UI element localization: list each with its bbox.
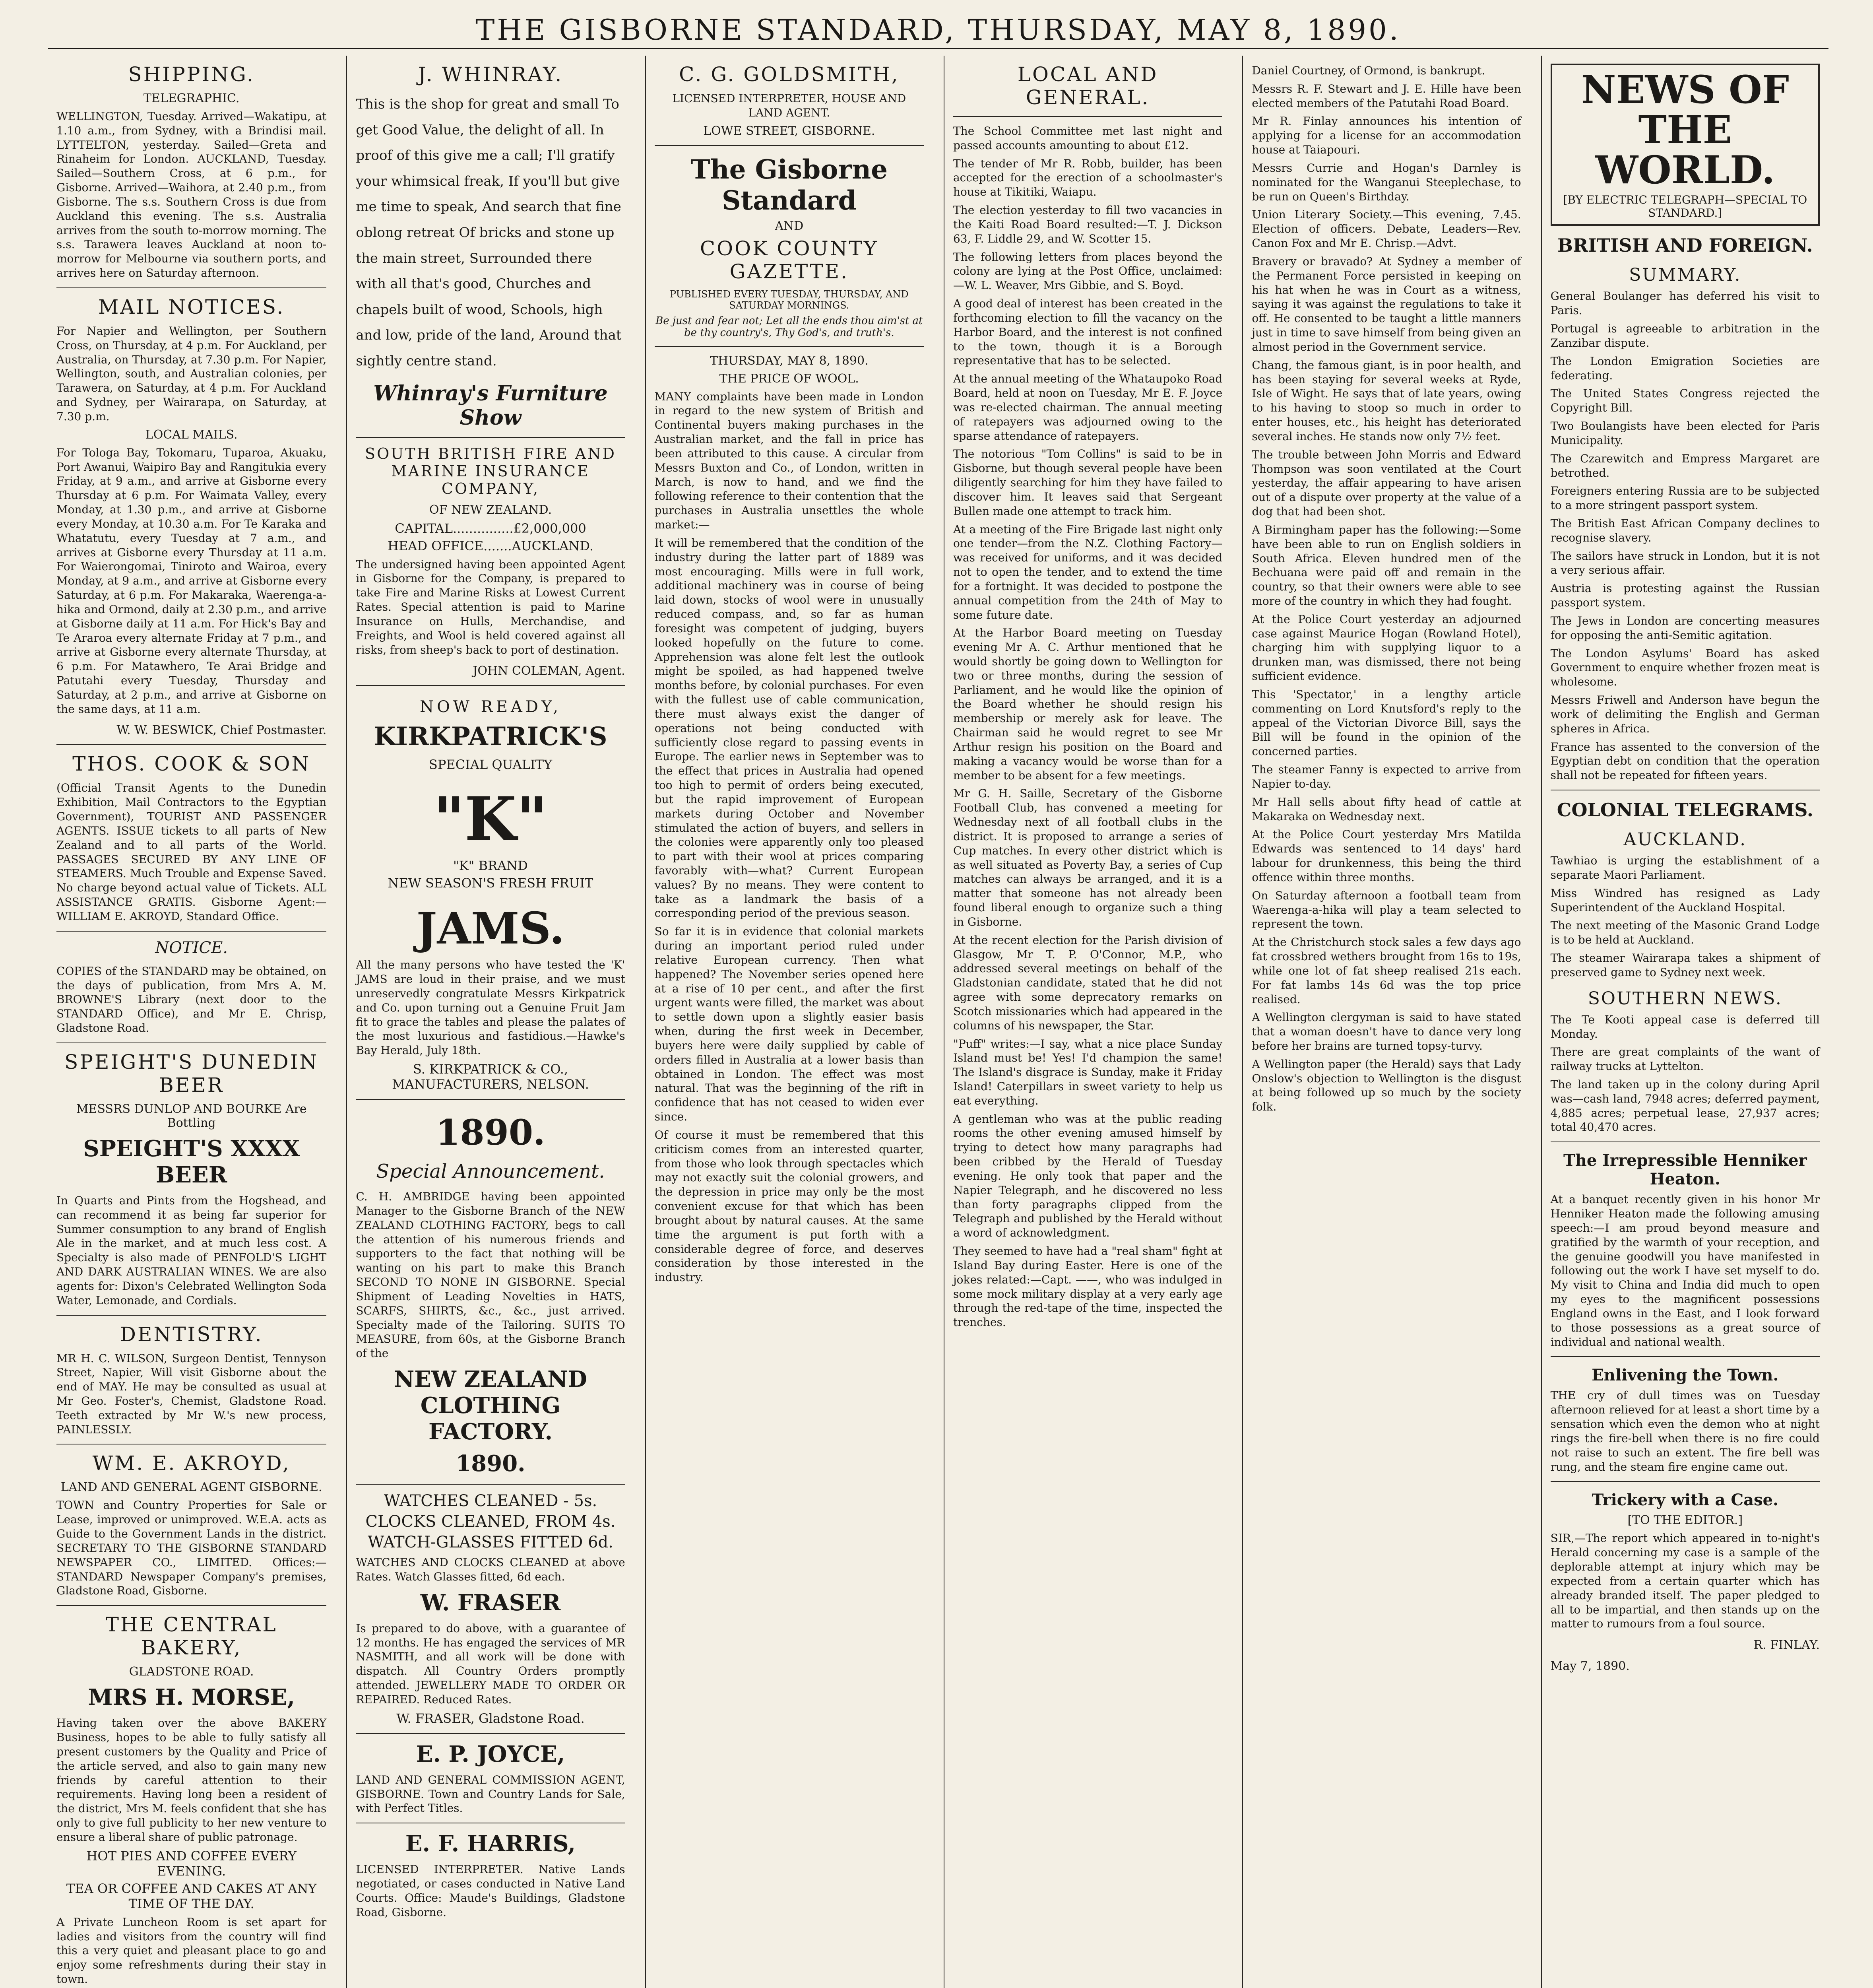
clocks-cleaned: CLOCKS CLEANED, FROM 4s. — [365, 1512, 616, 1531]
column-5 — [1242, 56, 1530, 1988]
local-item: At the recent election for the Parish division of Glasgow, Mr T. P. O'Connor, M.P., who addressed several meetings on behalf of the Gladstonian candidate, stated that he did not agree with some deprecatory remarks on Scotch missionaries which had appeared in the columns of his newspaper, the Star. — [953, 933, 1223, 1032]
jams: JAMS. — [416, 903, 565, 954]
hotpies: HOT PIES AND COFFEE EVERY EVENING. — [86, 1848, 297, 1879]
local-item: They seemed to have had a "real sham" fight at Island Bay during Easter. Here is one of the jokes related:—Capt. ——, who was indulged in some mock military display at a very early age through the red-tape of the time, inspected the trenches. — [953, 1244, 1223, 1329]
dentist-heading: DENTISTRY. — [120, 1322, 263, 1346]
whinray-heading: J. WHINRAY. — [418, 63, 563, 86]
postmaster: W. W. BESWICK, Chief Postmaster. — [116, 723, 327, 738]
divider — [56, 1605, 326, 1606]
local-item: The School Committee met last night and passed accounts amounting to about £12. — [953, 124, 1223, 152]
mail-text: For Napier and Wellington, per Southern Cross, on Thursday, at 4 p.m. For Auckland, per Australia, on Thursday, at 7.30 p.m. For Napier, Wellington, south, and Australian colonies, per Tarawera, on Saturday, at 4 p.m. For Auckland and Sydney, per Wairarapa, on Saturday, at 7.30 p.m. — [56, 324, 327, 423]
local-general-heading: LOCAL AND GENERAL. — [1017, 63, 1158, 109]
divider — [1551, 1356, 1820, 1357]
whinray-sign: Whinray's Furniture Show — [373, 381, 608, 430]
watch-glasses: WATCH-GLASSES FITTED 6d. — [368, 1533, 613, 1552]
local-mails-text: For Tologa Bay, Tokomaru, Tuparoa, Akuaku, Port Awanui, Waipiro Bay and Rangitukia every Friday, at 9 a.m., and arrive at Gisborne every Thursday at 6 p.m. For Waimata Valley, every Monday, at 1.30 p.m., and arrive at Gisborne every Monday, at 10.30 a.m. For Te Karaka and Whatatutu, every Tuesday at 7 a.m., and arrives at Gisborne every Thursday at 11 a.m. For Waierongomai, Tiniroto and Wairoa, every Monday, at 9 a.m., and arrive at Gisborne every Saturday, at 6 p.m. For Makaraka, Waerenga-a-hika and Ormond, daily at 2.30 p.m., and arrive at Gisborne daily at 11 a.m. For Hick's Bay and Te Araroa every alternate Friday at 7 p.m., and arrive at Gisborne every alternate Thursday, at 6 p.m. For Matawhero, Te Arai Bridge and Patutahi every Tuesday, Thursday and Saturday, at 2 p.m., and arrive at Gisborne on the same days, at 11 a.m. — [56, 446, 327, 716]
masthead-title: THE GISBORNE STANDARD, THURSDAY, MAY 8, 1890. — [475, 13, 1401, 47]
heaton-text: At a banquet recently given in his honor Mr Henniker Heaton made the following amusing speech:—I am proud beyond measure and gratified by the warmth of your reception, and the genuine goodwill you have manifested in following out the work I have set myself to do. My visit to China and India did much to open my eyes to the magnificent possessions England owns in the East, and I look forward to those possessions as a great source of individual and national wealth. — [1550, 1193, 1820, 1349]
fraser-heading: W. FRASER — [420, 1589, 561, 1616]
joyce-heading: E. P. JOYCE, — [416, 1741, 565, 1767]
trickery-heading: Trickery with a Case. — [1592, 1491, 1779, 1510]
divider — [56, 287, 326, 288]
local-item: Bravery or bravado? At Sydney a member of the Permanent Force persisted in keeping on his hat when he was in Court as a witness, saying it was against the regulations to take it off. He consented to be taught a little manners just in time to save himself from being given an almost period in the Government service. — [1252, 254, 1521, 353]
local-item: The trouble between John Morris and Edward Thompson was soon ventilated at the Court yesterday, the affair appearing to have arisen out of a dispute over property at the value of a dog that had been shot. — [1252, 448, 1521, 518]
summary-item: General Boulanger has deferred his visit to Paris. — [1550, 289, 1820, 317]
column-3 — [645, 56, 933, 1988]
leader-heading: THE PRICE OF WOOL. — [719, 371, 859, 386]
now-ready: NOW READY, — [420, 698, 561, 716]
local-mails-heading: LOCAL MAILS. — [145, 427, 238, 442]
summary-item: Austria is protesting against the Russian passport system. — [1550, 582, 1820, 610]
local-item: At the Police Court yesterday an adjourned case against Maurice Hogan (Rowland Hotel), charging him with supplying liquor to a drunken man, was dismissed, there not being sufficient evidence. — [1252, 612, 1521, 683]
divider — [953, 116, 1222, 117]
summary-item: Messrs Friwell and Anderson have begun the work of delimiting the English and German spheres in Africa. — [1550, 693, 1820, 735]
morse-heading: MRS H. MORSE, — [88, 1684, 295, 1711]
local-item: At the Harbor Board meeting on Tuesday evening Mr A. C. Arthur mentioned that he would shortly be going down to Wellington for two or three months, during the session of Parliament, and he would like the opinion of the Board whether he should resign his membership or merely ask for leave. The Chairman said he would regret to see Mr Arthur resign his position on the Board and making a vacancy would be worse than for a member to be absent for a few meetings. — [953, 626, 1223, 782]
leader-p1: MANY complaints have been made in London in regard to the new system of British and Continental buyers making purchases in the Australian market, and the fall in price has been attributed to this cause. A circular from Messrs Buxton and Co., of London, written in March, is now to hand, and we find the following reference to their contention that the purchases in Australia unsettles the whole market:— — [654, 390, 924, 532]
kirk-text: All the many persons who have tested the 'K' JAMS are loud in their praise, and we must unreservedly congratulate Messrs Kirkpatrick and Co. upon turning out a Genuine Fruit Jam fit to grace the tables and please the palates of the most luxurious and fastidious.—Hawke's Bay Herald, July 18th. — [356, 958, 625, 1057]
local-item: Messrs Currie and Hogan's Darnley is nominated for the Wanganui Steeplechase, to be run on Queen's Birthday. — [1252, 161, 1521, 203]
goldsmith-heading: C. G. GOLDSMITH, — [679, 63, 900, 86]
leader-p3: So far it is in evidence that colonial markets during an important period ruled under relative European currency. Then what happened? The November series opened here at a rise of 10 per cent., and after the first urgent wants were filled, the market was about to settle down upon a slightly easier basis when, during the first week in December, buyers here were daily supplied by cable of orders filled in Australia at a lower basis than obtained in London. The effect was most natural. That was the beginning of the rift in confidence that has not ceased to widen ever since. — [654, 925, 924, 1124]
summary-item: France has assented to the conversion of the Egyptian debt on condition that the operation shall not be repeated for fifteen years. — [1550, 740, 1820, 782]
mail-heading: MAIL NOTICES. — [98, 295, 285, 318]
summary-item: Foreigners entering Russia are to be subjected to a more stringent passport system. — [1550, 484, 1820, 512]
local-item: This 'Spectator,' in a lengthy article commenting on Lord Knutsford's reply to the appeal of the Victorian Divorce Bill, says the Bill will be found in the opinion of the concerned parties. — [1252, 687, 1521, 758]
nameplate: The Gisborne Standard — [690, 153, 888, 216]
local-item: Messrs R. F. Stewart and J. E. Hille have been elected members of the Patutahi Road Board. — [1252, 82, 1521, 110]
column-2 — [346, 56, 634, 1988]
local-item: The notorious "Tom Collins" is said to be in Gisborne, but though several people have been diligently searching for him they have failed to discover him. It leaves said that Sergeant Bullen made one attempt to track him. — [953, 447, 1223, 518]
bakery-sub: GLADSTONE ROAD. — [129, 1665, 254, 1679]
news-sub: [BY ELECTRIC TELEGRAPH—SPECIAL TO STANDARD.] — [1563, 193, 1807, 220]
summary-item: The United States Congress rejected the Copyright Bill. — [1550, 387, 1820, 415]
summary-item: The sailors have struck in London, but it is not a very serious affair. — [1550, 549, 1820, 577]
cook-text: (Official Transit Agents to the Dunedin Exhibition, Mail Contractors to the Egyptian Government), TOURIST AND PASSENGER AGENTS. ISSUE tickets to all parts of New Zealand and to all parts of the World. PASSAGES SECURED BY ANY LINE OF STEAMERS. Much Trouble and Expense Saved. No charge beyond actual value of Tickets. ALL ASSISTANCE GRATIS. Gisborne Agent:—WILLIAM E. AKROYD, Standard Office. — [56, 781, 327, 923]
summary-item: The British East African Company declines to recognise slavery. — [1550, 516, 1820, 544]
ambridge-text: C. H. AMBRIDGE having been appointed Manager to the Gisborne Branch of the NEW ZEALAND CLOTHING FACTORY, begs to call the attention of his numerous friends and supporters to the fact that nothing will be wanting on his part to make this Branch SECOND TO NONE IN GISBORNE. Special Shipment of Leading Novelties in HATS, SCARFS, SHIRTS, &c., &c., just arrived. Specialty made of the Tailoring. SUITS TO MEASURE, from 60s, at the Gisborne Branch of the — [356, 1190, 625, 1360]
colonial-heading: COLONIAL TELEGRAMS. — [1557, 799, 1813, 821]
local-item: Chang, the famous giant, is in poor health, and has been staying for several weeks at Ryde, Isle of Wight. He says that of late years, owing to his having to stoop so much in order to enter houses, etc., his height has deteriorated several inches. He stands now only 7½ feet. — [1252, 358, 1521, 443]
dateline: THURSDAY, MAY 8, 1890. — [710, 353, 869, 368]
akroyd-heading: WM. E. AKROYD, — [92, 1452, 291, 1475]
speight-big: SPEIGHT'S XXXX BEER — [83, 1135, 300, 1188]
luncheon-text: A Private Luncheon Room is set apart for ladies and visitors from the country will find this a very quiet and pleasant place to go and enjoy some refreshments during their stay in town. — [56, 1915, 327, 1986]
auckland-item: Tawhiao is urging the establishment of a separate Maori Parliament. — [1550, 854, 1820, 881]
summary-heading: SUMMARY. — [1629, 265, 1741, 285]
auckland-heading: AUCKLAND. — [1623, 829, 1747, 850]
masthead — [48, 12, 1828, 49]
local-item: The steamer Fanny is expected to arrive from Napier to-day. — [1252, 763, 1521, 790]
local-item: At the Christchurch stock sales a few days ago fat crossbred wethers brought from 16s to 19s, while one lot of fat sheep realised 21s each. For fat lambs 14s 6d was the top price realised. — [1252, 936, 1521, 1006]
harris-heading: E. F. HARRIS, — [405, 1831, 576, 1857]
kirk-k: "K" — [433, 784, 548, 854]
summary-item: Two Boulangists have been elected for Paris Municipality. — [1550, 419, 1820, 447]
joyce-text: LAND AND GENERAL COMMISSION AGENT, GISBORNE. Town and Country Lands for Sale, with Perfect Titles. — [356, 1773, 625, 1815]
akroyd-sub: LAND AND GENERAL AGENT GISBORNE. — [60, 1480, 322, 1495]
divider — [356, 437, 625, 438]
local-item: Mr Hall sells about fifty head of cattle at Makaraka on Wednesday next. — [1252, 795, 1521, 823]
motto: Be just and fear not; Let all the ends thou aim'st at be thy country's, Thy God's, and truth's. — [655, 315, 923, 339]
local-item: A Birmingham paper has the following:—Some have been able to run on English soldiers in South Africa. Eleven hundred men of the Bechuana were paid off and remain in the country, so that their owners were able to see more of the country in which they had fought. — [1252, 523, 1521, 608]
columns — [48, 56, 1828, 1988]
column-4 — [944, 56, 1231, 1988]
local-item: "Puff" writes:—I say, what a nice place Sunday Island must be! Yes! I'd champion the same! The Island's disgrace is Sunday, make it Friday Island! Caterpillars in sweet variety to help us eat everything. — [953, 1037, 1223, 1107]
shipping-subheading: TELEGRAPHIC. — [143, 91, 240, 105]
local-item: Mr G. H. Saille, Secretary of the Gisborne Football Club, has convened a meeting for Wednesday next of all football clubs in the district. It is proposed to arrange a series of Cup matches. In every other district which is as well situated as Poverty Bay, a series of Cup matches can always be arranged, and it is a matter that someone has not already been found liberal enough to organize such a thing in Gisborne. — [953, 787, 1223, 928]
local-item: A gentleman who was at the public reading rooms the other evening amused himself by trying to detect how many paragraphs had been cribbed by the Herald of Tuesday evening. He only took that paper and the Napier Telegraph, and he discovered no less than forty paragraphs clipped from the Telegraph and published by the Herald without a word of acknowledgment. — [953, 1112, 1223, 1240]
local-item: The following letters from places beyond the colony are lying at the Post Office, unclaimed:—W. L. Weaver, Mrs Gibbie, and S. Boyd. — [953, 250, 1223, 292]
auckland-item: The steamer Wairarapa takes a shipment of preserved game to Sydney next week. — [1550, 951, 1820, 979]
column-1 — [48, 56, 335, 1988]
kirk-brand: "K" BRAND — [453, 858, 528, 874]
fraser-text: Is prepared to do above, with a guarantee of 12 months. He has engaged the services of MR NASMITH, and all work will be done with dispatch. All Country Orders promptly attended. JEWELLERY MADE TO ORDER OR REPAIRED. Reduced Rates. — [356, 1621, 625, 1706]
divider — [356, 1733, 625, 1734]
local-item: At a meeting of the Fire Brigade last night only one tender—from the N.Z. Clothing Factory—was received for uniforms, and it was decided not to open the tender, and to extend the time for a fortnight. It was decided to postpone the annual competition from the 24th of May to some future date. — [953, 522, 1223, 621]
local-item: The election yesterday to fill two vacancies in the Kaiti Road Board resulted:—T. J. Dickson 63, F. Liddle 29, and W. Scotter 15. — [953, 204, 1223, 245]
leader-p2: It will be remembered that the condition of the industry during the latter part of 1889 was most encouraging. Mills were in full work, additional machinery was in course of being laid down, stocks of wool were in unusually reduced compass, and, so far as human foresight was competent of judging, buyers looked hopefully on the future to come. Apprehension was alone felt lest the outlook might be spoiled, as had happened twelve months before, by colonial purchases. For even with the fullest use of cable communication, there must always exist the danger of operations not being conducted with sufficiently close regard to passing events in Europe. The earlier news in September was to the effect that prices in Australia had opened too high to permit of orders being executed, but the rapid improvement of European markets during October and November stimulated the action of buyers, and sellers in the colonies were apparently only too pleased to part with their wool at prices comparing favorably with—what? Current European values? By no means. They were content to take as a landmark the basis of a corresponding period of the previous season. — [654, 536, 924, 920]
nzcf-heading: NEW ZEALAND CLOTHING FACTORY. — [394, 1366, 587, 1445]
divider — [56, 1315, 326, 1316]
local-item: At the annual meeting of the Whataupoko Road Board, held at noon on Tuesday, Mr E. F. Joyce was re-elected chairman. The annual meeting of ratepayers was adjourned owing to the sparse attendance of ratepayers. — [953, 372, 1223, 443]
insurance-text: The undersigned having been appointed Agent in Gisborne for the Company, is prepared to take Fire and Marine Risks at Lowest Current Rates. Special attention is paid to Marine Insurance on Hulls, Merchandise, and Freights, and Wool is held covered against all risks, from sheep's back to port of destination. — [356, 557, 625, 656]
speight-sub: MESSRS DUNLOP AND BOURKE Are Bottling — [76, 1102, 307, 1130]
goldsmith-address: LOWE STREET, GISBORNE. — [703, 124, 875, 138]
news-of-the-world-box — [1551, 64, 1820, 226]
fraser-address: W. FRASER, Gladstone Road. — [396, 1710, 585, 1726]
kirk-season: NEW SEASON'S FRESH FRUIT — [388, 876, 593, 891]
divider — [56, 744, 326, 745]
kirk-company: S. KIRKPATRICK & CO., MANUFACTURERS, NELSON. — [392, 1062, 589, 1092]
town-text: THE cry of dull times was on Tuesday afternoon relieved for at least a short time by a sensation which even the demon who at night rings the fire-bell when there is no fire could not raise to such an extent. The fire bell was rung, and the steam fire engine came out. — [1550, 1389, 1820, 1474]
trickery-text: SIR,—The report which appeared in to-night's Herald concerning my case is a sample of the deplorable attempt at injury which may be expected from a certain quarter which has already branded itself. The paper pledged to all to be impartial, and then stands up on the matter to rumours from a foul source. — [1550, 1532, 1820, 1631]
local-item: A Wellington paper (the Herald) says that Lady Onslow's objection to Wellington is the disgust at being followed up so much by the society folk. — [1252, 1057, 1521, 1114]
insurance-sub: OF NEW ZEALAND. — [429, 503, 552, 517]
kirk-sub: SPECIAL QUALITY — [429, 757, 553, 773]
notice-text: COPIES of the STANDARD may be obtained, on the days of publication, from Mrs A. M. BROWNE'S Library (next door to the STANDARD Office), and Mr E. Chrisp, Gladstone Road. — [56, 964, 327, 1035]
summary-item: The London Asylums' Board has asked Government to enquire whether frozen meat is wholesome. — [1550, 646, 1820, 689]
local-item: A good deal of interest has been created in the forthcoming election to fill the vacancy on the Harbor Board, and the interest is not confined to the town, though it is a Borough representative that has to be selected. — [953, 297, 1223, 367]
southern-item: The Te Kooti appeal case is deferred till Monday. — [1550, 1013, 1820, 1041]
watches-text: WATCHES AND CLOCKS CLEANED at above Rates. Watch Glasses fitted, 6d each. — [356, 1556, 625, 1583]
trickery-date: May 7, 1890. — [1550, 1659, 1630, 1673]
trickery-sub: [TO THE EDITOR.] — [1627, 1513, 1743, 1528]
coleman: JOHN COLEMAN, Agent. — [473, 664, 625, 678]
local-item: At the Police Court yesterday Mrs Matilda Edwards was sentenced to 14 days' hard labour for drunkenness, this being the third offence within three months. — [1252, 828, 1521, 884]
shipping-text: WELLINGTON, Tuesday. Arrived—Wakatipu, at 1.10 a.m., from Sydney, with a Brindisi mail. LYTTELTON, yesterday. Sailed—Greta and Rinaheim for London. AUCKLAND, Tuesday. Sailed—Southern Cross, at 6 p.m., for Gisborne. Arrived—Waihora, at 2.40 p.m., from Gisborne. The s.s. Southern Cross is due from Auckland this evening. The s.s. Australia arrives from the south to-morrow morning. The s.s. Tarawera leaves Auckland at noon to-morrow for Melbourne via southern ports, and arrives here on Saturday afternoon. — [56, 110, 327, 280]
summary-item: The London Emigration Societies are federating. — [1550, 354, 1820, 382]
trickery-sign: R. FINLAY. — [1753, 1638, 1820, 1652]
tea-coffee: TEA OR COFFEE AND CAKES AT ANY TIME OF THE DAY. — [66, 1881, 317, 1911]
summary-item: The Czarewitch and Empress Margaret are betrothed. — [1550, 452, 1820, 480]
watches-cleaned: WATCHES CLEANED - 5s. — [384, 1492, 597, 1510]
whinray-poem: This is the shop for great and small To get Good Value, the delight of all. In proof of this give me a call; I'll gratify your whimsical freak, If you'll but give me time to speak, And search that fine oblong retreat Of bricks and stone up the main street, Surrounded there with all that's good, Churches and chapels built of wood, Schools, high and low, pride of the land, Around that sightly centre stand. — [356, 96, 622, 369]
year-1890: 1890. — [436, 1112, 545, 1153]
bakery-heading: THE CENTRAL BAKERY, — [105, 1613, 277, 1660]
auckland-item: The next meeting of the Masonic Grand Lodge is to be held at Auckland. — [1550, 919, 1820, 947]
nameplate-sub: COOK COUNTY GAZETTE. — [700, 237, 878, 283]
divider — [56, 931, 326, 932]
british-foreign-heading: BRITISH AND FOREIGN. — [1557, 235, 1813, 256]
capital: CAPITAL...............£2,000,000 — [395, 520, 586, 536]
goldsmith-text: LICENSED INTERPRETER, HOUSE AND LAND AGENT. — [672, 92, 906, 119]
divider — [655, 346, 924, 347]
harris-text: LICENSED INTERPRETER. Native Lands negotiated, or cases conducted in Native Land Courts. Office: Maude's Buildings, Gladstone Road, Gisborne. — [356, 1863, 625, 1919]
southern-item: The land taken up in the colony during April was—cash land, 7948 acres; deferred payment, 4,885 acres; perpetual lease, 27,937 acres; total 40,470 acres. — [1550, 1078, 1820, 1134]
nameplate-and: AND — [775, 219, 804, 233]
town-heading: Enlivening the Town. — [1592, 1366, 1779, 1385]
akroyd-text: TOWN and Country Properties for Sale or Lease, improved or unimproved. W.E.A. acts as Guide to the Government Lands in the district. SECRETARY TO THE GISBORNE STANDARD NEWSPAPER CO., LIMITED. Offices:—STANDARD Newspaper Company's premises, Gladstone Road, Gisborne. — [56, 1499, 327, 1598]
nzcf-year: 1890. — [456, 1450, 525, 1477]
insurance-heading: SOUTH BRITISH FIRE AND MARINE INSURANCE COMPANY, — [365, 445, 616, 497]
local-item: Daniel Courtney, of Ormond, is bankrupt. — [1252, 64, 1485, 77]
notice-heading: NOTICE. — [155, 938, 228, 957]
summary-item: Portugal is agreeable to arbitration in the Zanzibar dispute. — [1550, 322, 1820, 349]
local-item: Mr R. Finlay announces his intention of applying for a license for an accommodation house at Taiapouri. — [1252, 115, 1521, 157]
kirk-heading: KIRKPATRICK'S — [374, 722, 607, 752]
summary-item: The Jews in London are concerting measures for opposing the anti-Semitic agitation. — [1550, 614, 1820, 642]
morse-text: Having taken over the above BAKERY Business, hopes to be able to fully satisfy all present customers by the Quality and Price of the article served, and also to gain many new friends by careful attention to their requirements. Having long been a resident of the district, Mrs M. feels confident that she has only to give full publicity to her new venture to ensure a liberal share of public patronage. — [56, 1716, 327, 1844]
column-6 — [1541, 56, 1828, 1988]
divider — [356, 685, 625, 686]
special-announcement: Special Announcement. — [376, 1160, 605, 1183]
leader-p4: Of course it must be remembered that this criticism comes from an interested quarter, from those who look through spectacles which may not exactly suit the colonial growers, and the depression in price may only be the most convenient excuse for that which has been brought about by natural causes. At the same time the argument is put forth with a considerable degree of force, and deserves consideration by those interested in the industry. — [654, 1128, 924, 1284]
divider — [356, 1099, 625, 1100]
southern-item: There are great complaints of the want of railway trucks at Lyttelton. — [1550, 1045, 1820, 1073]
dentist-text: MR H. C. WILSON, Surgeon Dentist, Tennyson Street, Napier, Will visit Gisborne about the end of MAY. He may be consulted as usual at Mr Geo. Foster's, Chemist, Gladstone Road. Teeth extracted by Mr W.'s new process, PAINLESSLY. — [56, 1351, 327, 1436]
published: PUBLISHED EVERY TUESDAY, THURSDAY, AND SATURDAY MORNINGS. — [670, 288, 909, 311]
local-item: A Wellington clergyman is said to have stated that a woman doesn't have to dance very long before her brains are turned topsy-turvy. — [1252, 1011, 1521, 1052]
cook-heading: THOS. COOK & SON — [72, 752, 311, 776]
head-office: HEAD OFFICE.......AUCKLAND. — [387, 538, 594, 553]
news-heading: NEWS OF THE WORLD. — [1581, 67, 1789, 192]
local-item: Union Literary Society.—This evening, 7.45. Election of officers. Debate, Leaders—Rev. Canon Fox and Mr E. Chrisp.—Advt. — [1252, 208, 1521, 250]
local-item: On Saturday afternoon a football team from Waerenga-a-hika will play a team selected to represent the town. — [1252, 889, 1521, 931]
shipping-heading: SHIPPING. — [128, 63, 255, 86]
local-item: The tender of Mr R. Robb, builder, has been accepted for the erection of a schoolmaster's house at Tikitiki, Waiapu. — [953, 157, 1223, 199]
heaton-heading: The Irrepressible Henniker Heaton. — [1563, 1151, 1807, 1189]
speight-text: In Quarts and Pints from the Hogshead, and can recommend it as being far superior for Summer consumption to any brand of English Ale in the market, and at much less cost. A Specialty is also made of PENFOLD'S LIGHT AND DARK AUSTRALIAN WINES. We are also agents for: Dixon's Celebrated Wellington Soda Water, Lemonade, and Cordials. — [56, 1194, 327, 1307]
divider — [655, 145, 924, 146]
auckland-item: Miss Windred has resigned as Lady Superintendent of the Auckland Hospital. — [1550, 886, 1820, 914]
divider — [356, 1484, 625, 1485]
speight-heading: SPEIGHT'S DUNEDIN BEER — [64, 1050, 319, 1097]
southern-news-heading: SOUTHERN NEWS. — [1588, 988, 1782, 1009]
divider — [1551, 1481, 1820, 1482]
